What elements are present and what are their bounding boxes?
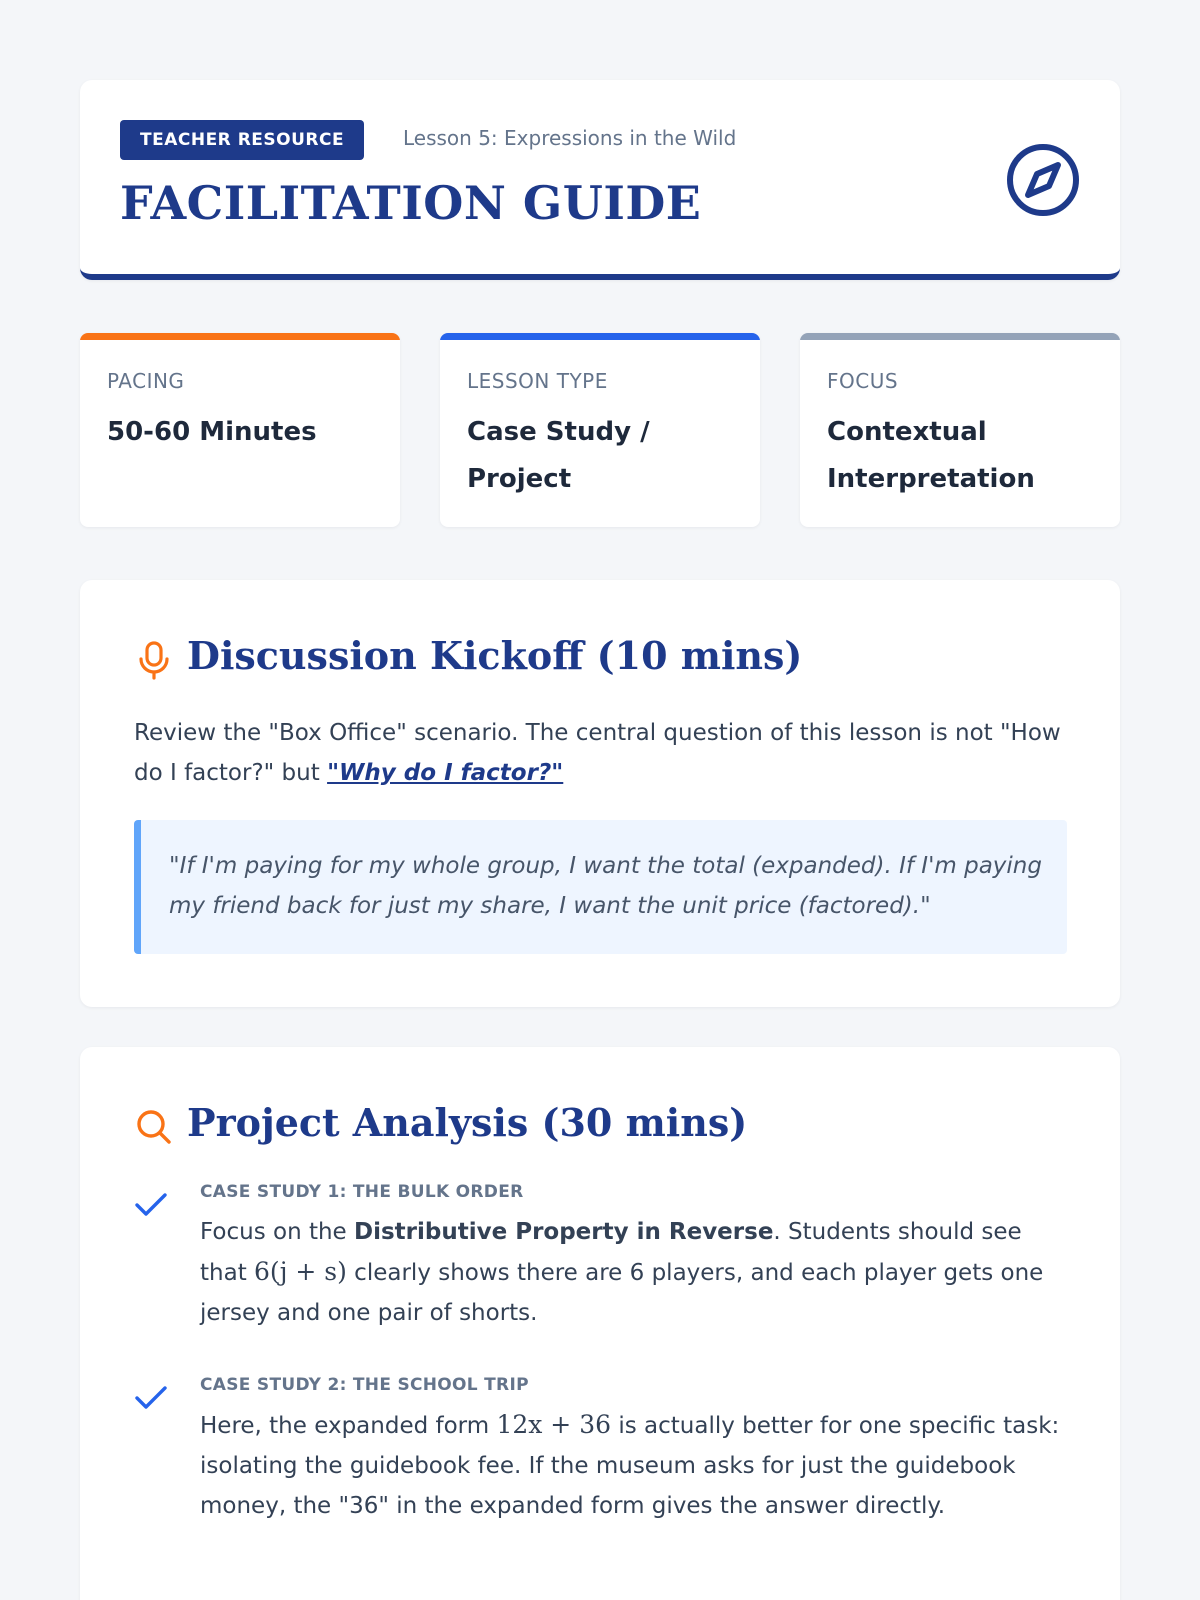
case-text: Here, the expanded form (200, 1413, 497, 1439)
checkmark-icon (134, 1190, 168, 1220)
case-text: Focus on the (200, 1219, 355, 1245)
math-expression: 12x + 36 (496, 1410, 612, 1439)
quote-text: "If I'm paying for my whole group, I want the total (expanded). If I'm paying my friend back for just my share, I want the unit price (factored)." (169, 853, 1042, 919)
teacher-resource-badge: TEACHER RESOURCE (120, 120, 364, 160)
meta-value: Contextual Interpretation (827, 417, 1035, 494)
meta-value: Case Study / Project (467, 417, 650, 494)
case-study-label: CASE STUDY 2: THE SCHOOL TRIP (200, 1375, 529, 1395)
checkmark-icon (134, 1383, 168, 1413)
accent-bar (800, 333, 1120, 340)
central-question-emphasis: "Why do I factor?" (327, 760, 564, 786)
meta-card-focus (800, 333, 1120, 527)
page-title: FACILITATION GUIDE (120, 176, 702, 230)
case-study-item (134, 1182, 1064, 1342)
meta-card-pacing (80, 333, 400, 527)
case-study-text (200, 1405, 1070, 1526)
meta-card-lesson-type (440, 333, 760, 527)
accent-bar (440, 333, 760, 340)
meta-label: LESSON TYPE (467, 369, 608, 393)
intro-text: Review the "Box Office" scenario. The central question of this lesson is not "How do I factor?" but (134, 720, 1061, 786)
meta-label: FOCUS (827, 369, 899, 393)
math-expression: 6(j + s) (254, 1257, 347, 1286)
meta-label: PACING (107, 369, 185, 393)
case-text: is actually better for one specific task: isolating the guidebook fee. If the museum asks for just the guidebook money, the "36" in the expanded form gives the answer directly. (200, 1413, 1060, 1519)
case-study-item (134, 1375, 1064, 1575)
project-analysis-section (80, 1047, 1120, 1600)
meta-value: 50-60 Minutes (107, 417, 317, 447)
search-icon (134, 1107, 174, 1147)
case-text: clearly shows there are 6 players, and each player gets one jersey and one pair of shorts. (200, 1260, 1044, 1326)
lesson-subtitle: Lesson 5: Expressions in the Wild (403, 126, 737, 150)
compass-icon (1003, 140, 1083, 220)
microphone-icon (134, 640, 174, 680)
section-title: Project Analysis (30 mins) (187, 1100, 748, 1145)
case-study-text (200, 1212, 1070, 1333)
kickoff-intro (134, 713, 1064, 793)
section-title: Discussion Kickoff (10 mins) (187, 633, 803, 678)
header-card (80, 80, 1120, 280)
blockquote (134, 820, 1067, 954)
case-study-label: CASE STUDY 1: THE BULK ORDER (200, 1182, 524, 1202)
case-bold-term: Distributive Property in Reverse (354, 1219, 774, 1245)
discussion-kickoff-section (80, 580, 1120, 1007)
accent-bar (80, 333, 400, 340)
case-text: . Students should see that (200, 1219, 1022, 1286)
